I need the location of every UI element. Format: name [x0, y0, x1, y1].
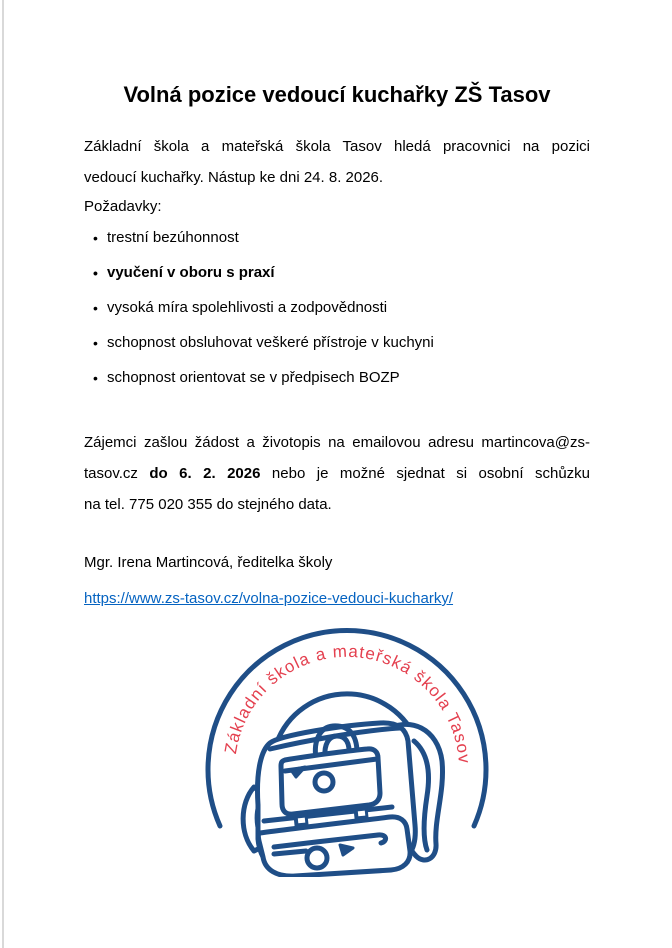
requirement-text: • schopnost orientovat se v předpisech BOZP [107, 369, 400, 386]
job-posting-link[interactable]: https://www.zs-tasov.cz/volna-pozice-vedouci-kucharky/ [84, 590, 454, 607]
requirement-text: • vysoká míra spolehlivosti a zodpovědnosti [107, 299, 388, 316]
requirement-item [84, 367, 590, 389]
requirement-item [84, 227, 590, 249]
link-line [84, 585, 590, 613]
school-logo [194, 619, 494, 877]
signature-line: Mgr. Irena Martincová, ředitelka školy [84, 554, 333, 571]
requirements-label: Požadavky: [84, 198, 162, 215]
contact-paragraph [84, 427, 590, 520]
contact-line-3: na tel. 775 020 355 do stejného data. [84, 496, 332, 513]
document-body [84, 0, 590, 948]
contact-line-2 [84, 458, 590, 489]
requirement-text: • trestní bezúhonnost [107, 229, 239, 246]
intro-paragraph [84, 131, 590, 193]
intro-line-1: Základní škola a mateřská škola Tasov hledá pracovnici na pozici [84, 138, 590, 155]
logo-arc-text: Základní škola a mateřská škola Tasov [221, 641, 474, 765]
contact-deadline: do 6. 2. 2026 [149, 465, 261, 482]
requirement-item [84, 262, 590, 284]
contact-line-2-pre: tasov.cz [84, 465, 150, 482]
requirements-list [84, 227, 590, 389]
requirement-text: • schopnost obsluhovat veškeré přístroje v kuchyni [107, 334, 434, 351]
contact-line-2-post: nebo je možné sjednat si osobní schůzku [260, 465, 590, 482]
requirement-text: • vyučení v oboru s praxí [107, 264, 275, 281]
requirement-item [84, 332, 590, 354]
page-title: Volná pozice vedoucí kuchařky ZŠ Tasov [123, 82, 551, 107]
page-edge-line [2, 0, 4, 948]
intro-line-2: vedoucí kuchařky. Nástup ke dni 24. 8. 2026. [84, 169, 384, 186]
requirement-item [84, 297, 590, 319]
contact-line-1: Zájemci zašlou žádost a životopis na emailovou adresu martincova@zs- [84, 434, 590, 451]
backpack-icon [243, 723, 442, 876]
